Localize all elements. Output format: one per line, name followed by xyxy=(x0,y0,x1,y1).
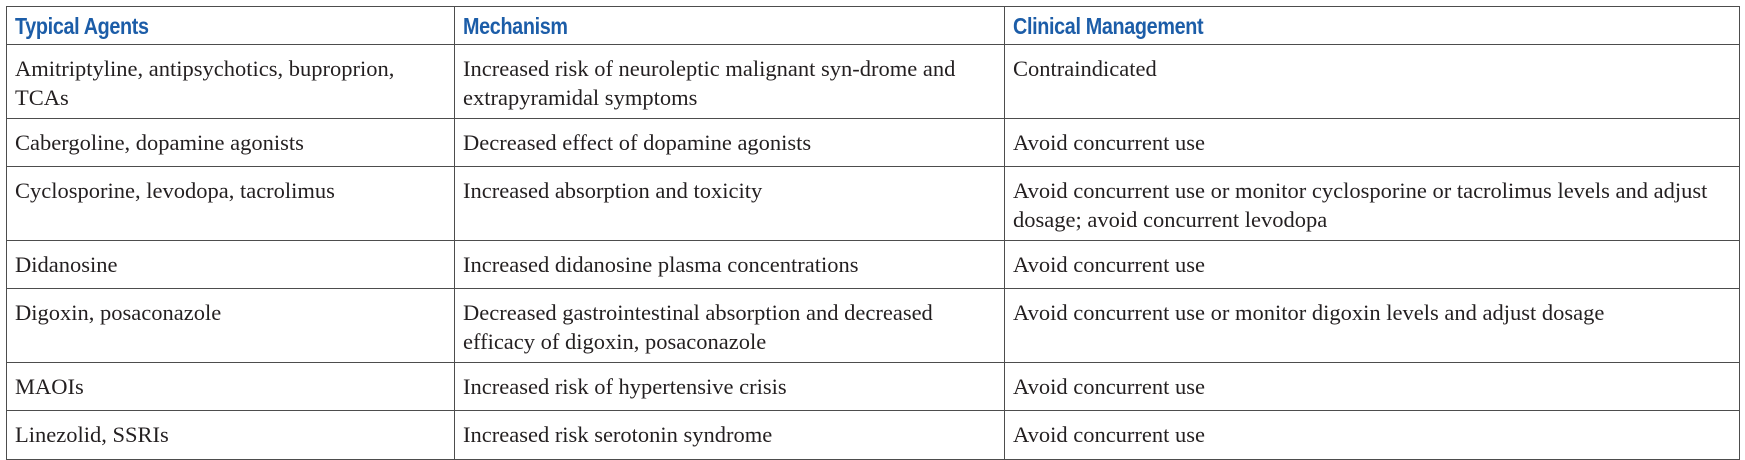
cell-typical-agents: Didanosine xyxy=(7,241,455,289)
cell-clinical-management: Avoid concurrent use xyxy=(1005,411,1740,460)
table-row xyxy=(7,411,1740,460)
drug-interaction-table xyxy=(6,6,1740,460)
cell-typical-agents: Linezolid, SSRIs xyxy=(7,411,455,460)
cell-clinical-management: Avoid concurrent use xyxy=(1005,241,1740,289)
table-row xyxy=(7,289,1740,363)
table-row xyxy=(7,45,1740,119)
cell-typical-agents: Cyclosporine, levodopa, tacrolimus xyxy=(7,167,455,241)
cell-clinical-management: Avoid concurrent use or monitor cyclosporine or tacrolimus levels and adjust dosage; avoid concurrent levodopa xyxy=(1005,167,1740,241)
table-row xyxy=(7,363,1740,411)
drug-interaction-table-container xyxy=(6,6,1739,460)
table-header-row xyxy=(7,7,1740,45)
cell-mechanism: Increased risk of neuroleptic malignant syn-drome and extrapyramidal symptoms xyxy=(455,45,1005,119)
cell-mechanism: Increased didanosine plasma concentrations xyxy=(455,241,1005,289)
table-row xyxy=(7,167,1740,241)
cell-mechanism: Increased absorption and toxicity xyxy=(455,167,1005,241)
cell-mechanism: Increased risk serotonin syndrome xyxy=(455,411,1005,460)
cell-mechanism: Increased risk of hypertensive crisis xyxy=(455,363,1005,411)
cell-mechanism: Decreased gastrointestinal absorption and decreased efficacy of digoxin, posaconazole xyxy=(455,289,1005,363)
column-header-typical-agents: Typical Agents xyxy=(7,7,455,45)
cell-typical-agents: MAOIs xyxy=(7,363,455,411)
cell-typical-agents: Cabergoline, dopamine agonists xyxy=(7,119,455,167)
column-header-clinical-management: Clinical Management xyxy=(1005,7,1740,45)
cell-typical-agents: Digoxin, posaconazole xyxy=(7,289,455,363)
cell-clinical-management: Contraindicated xyxy=(1005,45,1740,119)
column-header-mechanism: Mechanism xyxy=(455,7,1005,45)
cell-clinical-management: Avoid concurrent use xyxy=(1005,119,1740,167)
cell-mechanism: Decreased effect of dopamine agonists xyxy=(455,119,1005,167)
cell-typical-agents: Amitriptyline, antipsychotics, buproprion, TCAs xyxy=(7,45,455,119)
table-row xyxy=(7,241,1740,289)
cell-clinical-management: Avoid concurrent use xyxy=(1005,363,1740,411)
cell-clinical-management: Avoid concurrent use or monitor digoxin levels and adjust dosage xyxy=(1005,289,1740,363)
table-row xyxy=(7,119,1740,167)
